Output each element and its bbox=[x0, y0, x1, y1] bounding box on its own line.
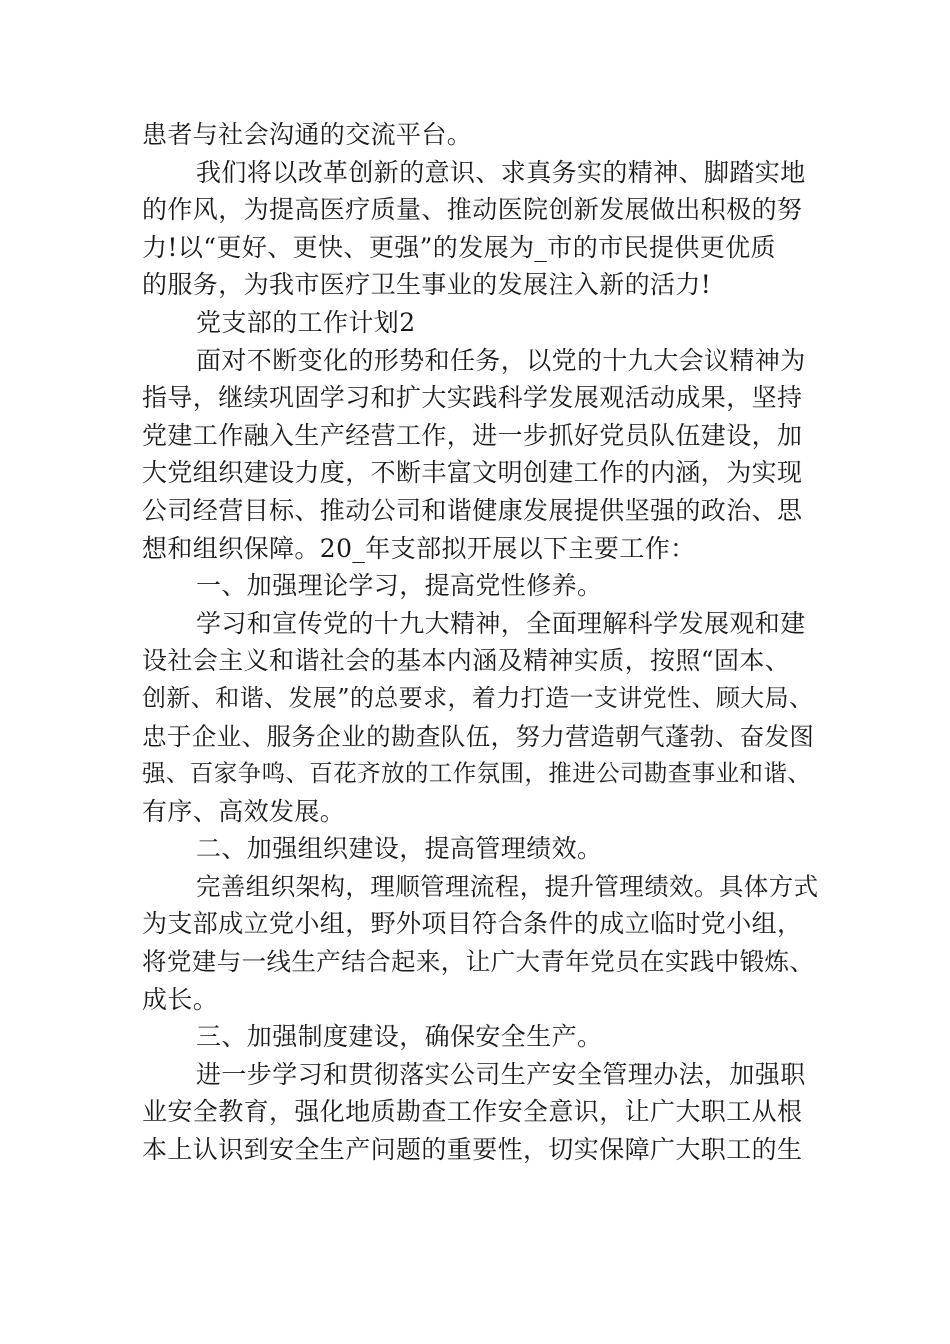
text-line: 为支部成立党小组，野外项目符合条件的成立临时党小组， bbox=[142, 909, 803, 939]
text-line: 力!以“更好、更快、更强”的发展为_市的市民提供更优质 bbox=[142, 232, 776, 262]
text-line: 设社会主义和谐社会的基本内涵及精神实质，按照“固本、 bbox=[142, 646, 791, 676]
text-line: 本上认识到安全生产问题的重要性，切实保障广大职工的生 bbox=[142, 1135, 803, 1165]
text-line: 党支部的工作计划2 bbox=[196, 307, 416, 337]
text-line: 进一步学习和贯彻落实公司生产安全管理办法，加强职 bbox=[196, 1059, 806, 1089]
text-line: 忠于企业、服务企业的勘查队伍，努力营造朝气蓬勃、奋发图 bbox=[142, 721, 815, 751]
text-line: 面对不断变化的形势和任务，以党的十九大会议精神为 bbox=[196, 345, 806, 375]
text-line: 公司经营目标、推动公司和谐健康发展提供坚强的政治、思 bbox=[142, 495, 803, 525]
text-line: 一、加强理论学习，提高党性修养。 bbox=[196, 571, 603, 601]
document-body bbox=[142, 116, 822, 1169]
text-line: 三、加强制度建设，确保安全生产。 bbox=[196, 1022, 603, 1052]
text-line: 党建工作融入生产经营工作，进一步抓好党员队伍建设，加 bbox=[142, 420, 803, 450]
text-line: 业安全教育，强化地质勘查工作安全意识，让广大职工从根 bbox=[142, 1097, 803, 1127]
text-line: 强、百家争鸣、百花齐放的工作氛围，推进公司勘查事业和谐、 bbox=[142, 759, 812, 788]
text-line: 学习和宣传党的十九大精神，全面理解科学发展观和建 bbox=[196, 608, 806, 638]
text-line: 我们将以改革创新的意识、求真务实的精神、脚踏实地 bbox=[196, 157, 806, 187]
text-line: 成长。 bbox=[142, 984, 219, 1014]
text-line: 想和组织保障。20_年支部拟开展以下主要工作： bbox=[142, 533, 696, 563]
text-line: 创新、和谐、发展”的总要求，着力打造一支讲党性、顾大局、 bbox=[142, 683, 814, 712]
text-line: 有序、高效发展。 bbox=[142, 796, 346, 826]
text-line: 的作风，为提高医疗质量、推动医院创新发展做出积极的努 bbox=[142, 195, 803, 225]
text-line: 将党建与一线生产结合起来，让广大青年党员在实践中锻炼、 bbox=[142, 947, 815, 977]
text-line: 二、加强组织建设，提高管理绩效。 bbox=[196, 834, 603, 864]
text-line: 患者与社会沟通的交流平台。 bbox=[142, 120, 473, 149]
text-line: 大党组织建设力度，不断丰富文明创建工作的内涵，为实现 bbox=[142, 458, 803, 488]
text-line: 指导，继续巩固学习和扩大实践科学发展观活动成果，坚持 bbox=[142, 383, 803, 413]
text-line: 的服务，为我市医疗卫生事业的发展注入新的活力! bbox=[142, 270, 712, 300]
text-line: 完善组织架构，理顺管理流程，提升管理绩效。具体方式 bbox=[196, 871, 819, 901]
